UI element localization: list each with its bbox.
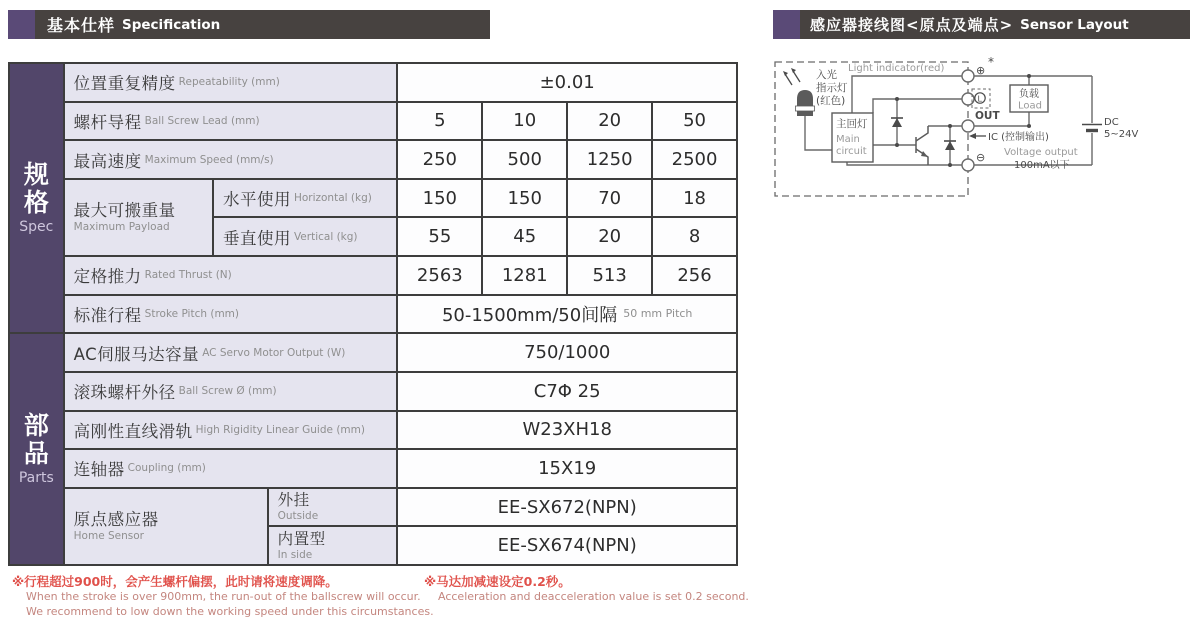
value-sensor-inside: EE-SX674(NPN) (398, 527, 736, 564)
zener-diode-1 (891, 118, 903, 127)
sidebar-parts-en: Parts (18, 470, 54, 487)
value-cell: 18 (653, 180, 736, 217)
ic-label: IC (控制输出) (988, 132, 1049, 143)
value-stroke (398, 296, 736, 333)
label-en: AC Servo Motor Output (W) (202, 346, 346, 359)
label-zh: 垂直使用 (222, 228, 291, 248)
transistor-emitter-arrow (921, 151, 928, 157)
value-screw: C7Φ 25 (398, 373, 736, 410)
spec-section-header (8, 10, 490, 39)
value-guide: W23XH18 (398, 412, 736, 449)
light-indicator-label: Light indicator(red) (848, 63, 945, 74)
value-cell: 1250 (568, 141, 651, 178)
current-limit-label: 100mA以下 (1014, 160, 1070, 171)
terminal-plus-circle (962, 70, 974, 82)
stroke-value-sub: 50 mm Pitch (623, 307, 693, 321)
terminal-minus-circle (962, 159, 974, 171)
row-label-stroke (65, 296, 397, 333)
spec-header-en: Specification (122, 16, 221, 33)
terminal-l-symbol: L (977, 94, 982, 104)
value-cell: 10 (483, 103, 566, 140)
ic-arrow-head (969, 133, 976, 139)
value-cell: 20 (568, 103, 651, 140)
row-label-coupling (65, 450, 397, 487)
label-en: Coupling (mm) (127, 462, 206, 475)
asterisk: * (988, 55, 994, 69)
value-cell: 8 (653, 218, 736, 255)
label-en: Maximum Speed (mm/s) (144, 153, 274, 166)
label-en: Maximum Payload (73, 221, 170, 234)
label-zh: 标准行程 (73, 305, 142, 325)
spec-header-zh: 基本仕样 (47, 16, 116, 35)
battery-icon (1082, 125, 1102, 131)
terminal-minus-symbol: ⊖ (976, 151, 986, 164)
row-label-lead (65, 103, 397, 140)
footnote-acceleration (424, 574, 749, 605)
row-label-horizontal (214, 180, 396, 217)
label-en: Rated Thrust (N) (144, 269, 232, 282)
value-servo: 750/1000 (398, 334, 736, 371)
value-cell: 2563 (398, 257, 481, 294)
value-cell: 500 (483, 141, 566, 178)
sensor-header-en: Sensor Layout (1020, 16, 1129, 33)
sensor-wiring-diagram (770, 55, 1200, 205)
row-label-screw (65, 373, 397, 410)
footnote-zh: ※行程超过900时，会产生螺杆偏摆，此时请将速度调降。 (12, 574, 338, 589)
label-zh: 内置型 (277, 530, 326, 549)
label-zh: 定格推力 (73, 267, 142, 287)
label-zh: AC伺服马达容量 (73, 344, 200, 364)
row-label-sensor-inside (269, 527, 397, 564)
value-cell: 150 (398, 180, 481, 217)
row-label-vertical (214, 218, 396, 255)
voltage-output-label: Voltage output (1004, 147, 1078, 158)
dc-label: DC (1104, 117, 1119, 128)
sidebar-parts-zh: 部品 (23, 411, 49, 469)
value-cell: 45 (483, 218, 566, 255)
label-en: Ball Screw Ø (mm) (178, 385, 277, 398)
sidebar-group-parts (10, 334, 63, 564)
footnote-en-line1: When the stroke is over 900mm, the run-out of the ballscrew will occur. (26, 590, 421, 604)
header-accent-square (8, 10, 35, 39)
value-cell: 1281 (483, 257, 566, 294)
sidebar-spec-en: Spec (19, 219, 54, 236)
value-cell: 150 (483, 180, 566, 217)
value-cell: 250 (398, 141, 481, 178)
value-sensor-outside: EE-SX672(NPN) (398, 489, 736, 526)
sidebar-spec-zh: 规格 (23, 160, 49, 218)
value-cell: 256 (653, 257, 736, 294)
main-circuit-zh: 主回灯 (836, 118, 868, 130)
wiring-diagram-svg (770, 55, 1200, 205)
label-zh: 连轴器 (73, 460, 125, 480)
dc-voltage-label: 5~24V (1104, 129, 1139, 140)
label-en: Horizontal (kg) (293, 192, 372, 205)
value-cell: 5 (398, 103, 481, 140)
value-cell: 55 (398, 218, 481, 255)
footnote-en-line1: Acceleration and deacceleration value is set 0.2 second. (438, 590, 749, 604)
footnote-zh: ※马达加减速设定0.2秒。 (424, 574, 571, 589)
header-accent-square (773, 10, 800, 39)
load-en: Load (1018, 100, 1042, 112)
label-en: High Rigidity Linear Guide (mm) (195, 423, 365, 436)
sidebar-group-spec (10, 64, 63, 332)
label-zh: 最高速度 (73, 151, 142, 171)
label-zh: 水平使用 (222, 190, 291, 210)
led-label-zh2: 指示灯 (816, 82, 848, 94)
footnote-en-line2: We recommend to low down the working speed under this circumstances. (26, 604, 434, 618)
label-en: Outside (277, 510, 319, 523)
zener-diode-2 (944, 141, 956, 150)
row-label-repeatability (65, 64, 397, 101)
value-coupling: 15X19 (398, 450, 736, 487)
sensor-layout-header (773, 10, 1190, 39)
terminal-plus-symbol: ⊕ (976, 64, 986, 77)
label-en: Repeatability (mm) (178, 76, 280, 89)
row-label-thrust (65, 257, 397, 294)
row-label-home-sensor (65, 489, 267, 564)
label-zh: 位置重复精度 (73, 74, 176, 94)
transistor-icon (916, 126, 928, 165)
led-label-zh3: (红色) (816, 95, 846, 107)
spec-table (8, 62, 738, 566)
terminal-out-circle (962, 120, 974, 132)
value-cell: 50 (653, 103, 736, 140)
row-label-sensor-outside (269, 489, 397, 526)
row-label-guide (65, 412, 397, 449)
led-icon (783, 68, 815, 116)
value-cell: 20 (568, 218, 651, 255)
load-zh: 负载 (1019, 89, 1039, 100)
label-en: Home Sensor (73, 529, 144, 542)
label-zh: 最大可搬重量 (73, 201, 176, 221)
label-en: Ball Screw Lead (mm) (144, 114, 260, 127)
label-zh: 外挂 (277, 491, 310, 510)
label-zh: 高刚性直线滑轨 (73, 421, 193, 441)
row-label-servo (65, 334, 397, 371)
label-zh: 滚珠螺杆外径 (73, 383, 176, 403)
main-circuit-en2: circuit (836, 146, 867, 157)
value-cell: 70 (568, 180, 651, 217)
stroke-value: 50-1500mm/50间隔 (441, 304, 618, 326)
out-label: OUT (975, 110, 1000, 122)
sensor-header-zh: 感应器接线图<原点及端点> (810, 16, 1014, 34)
led-label-zh1: 入光 (816, 69, 837, 81)
row-label-speed (65, 141, 397, 178)
label-zh: 原点感应器 (73, 510, 159, 530)
label-zh: 螺杆导程 (73, 112, 142, 132)
label-en: Vertical (kg) (293, 230, 358, 243)
label-en: Stroke Pitch (mm) (144, 307, 240, 320)
value-repeatability: ±0.01 (398, 64, 736, 101)
label-en: In side (277, 548, 313, 561)
footnote-stroke-warning (12, 574, 434, 619)
main-circuit-en1: Main (836, 134, 860, 145)
value-cell: 2500 (653, 141, 736, 178)
value-cell: 513 (568, 257, 651, 294)
row-label-payload (65, 180, 212, 255)
